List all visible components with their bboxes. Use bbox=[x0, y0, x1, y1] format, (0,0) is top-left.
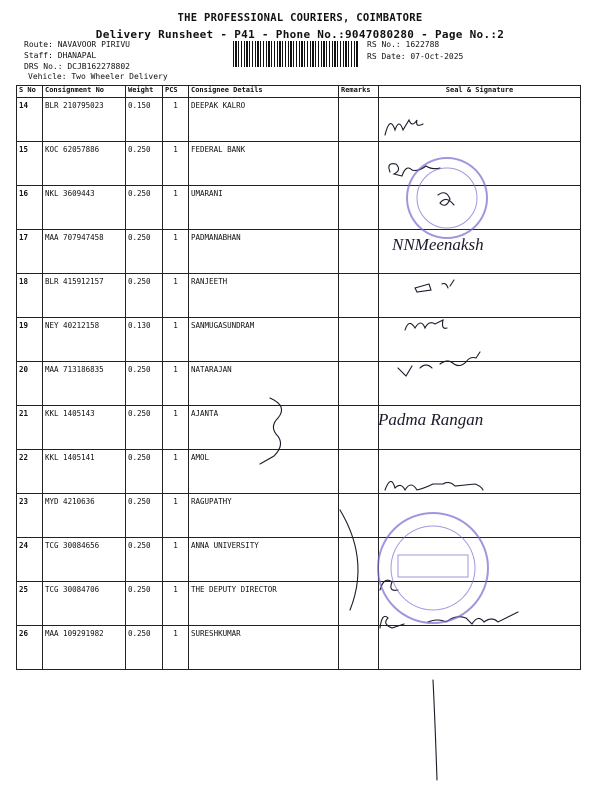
cell-pcs: 1 bbox=[163, 142, 189, 186]
cell-remarks bbox=[339, 538, 379, 582]
cell-sno: 25 bbox=[17, 582, 43, 626]
cell-consignee: FEDERAL BANK bbox=[189, 142, 339, 186]
table-row bbox=[17, 274, 581, 318]
cell-consignee: PADMANABHAN bbox=[189, 230, 339, 274]
cell-signature bbox=[379, 186, 581, 230]
cell-sno: 24 bbox=[17, 538, 43, 582]
runsheet-table bbox=[16, 85, 581, 670]
cell-consignment: NKL 3609443 bbox=[43, 186, 126, 230]
cell-pcs: 1 bbox=[163, 626, 189, 670]
cell-weight: 0.250 bbox=[126, 186, 163, 230]
cell-consignment: MYD 4210636 bbox=[43, 494, 126, 538]
cell-remarks bbox=[339, 142, 379, 186]
cell-weight: 0.250 bbox=[126, 582, 163, 626]
col-header-signature: Seal & Signature bbox=[379, 86, 581, 98]
cell-consignment: KKL 1405141 bbox=[43, 450, 126, 494]
cell-pcs: 1 bbox=[163, 98, 189, 142]
cell-weight: 0.250 bbox=[126, 142, 163, 186]
table-header-row bbox=[17, 86, 581, 98]
cell-sno: 14 bbox=[17, 98, 43, 142]
cell-pcs: 1 bbox=[163, 538, 189, 582]
col-header-weight: Weight bbox=[126, 86, 163, 98]
cell-pcs: 1 bbox=[163, 186, 189, 230]
col-header-sno: S No bbox=[17, 86, 43, 98]
cell-weight: 0.250 bbox=[126, 274, 163, 318]
cell-consignee: AJANTA bbox=[189, 406, 339, 450]
drs-label: DRS No.: DCJB162278802 bbox=[24, 62, 130, 71]
cell-remarks bbox=[339, 406, 379, 450]
cell-consignment: MAA 707947458 bbox=[43, 230, 126, 274]
route-label: Route: NAVAVOOR PIRIVU bbox=[24, 40, 130, 49]
page-tail-line bbox=[433, 680, 437, 780]
cell-consignee: RAGUPATHY bbox=[189, 494, 339, 538]
cell-pcs: 1 bbox=[163, 318, 189, 362]
table-row bbox=[17, 362, 581, 406]
cell-consignee: ANNA UNIVERSITY bbox=[189, 538, 339, 582]
cell-remarks bbox=[339, 274, 379, 318]
table-row bbox=[17, 494, 581, 538]
cell-sno: 18 bbox=[17, 274, 43, 318]
cell-consignee: UMARANI bbox=[189, 186, 339, 230]
cell-sno: 22 bbox=[17, 450, 43, 494]
cell-signature bbox=[379, 538, 581, 582]
cell-pcs: 1 bbox=[163, 230, 189, 274]
vehicle-label: Vehicle: Two Wheeler Delivery bbox=[28, 72, 168, 81]
cell-signature bbox=[379, 318, 581, 362]
cell-consignment: TCG 30084656 bbox=[43, 538, 126, 582]
cell-consignee: AMOL bbox=[189, 450, 339, 494]
cell-weight: 0.250 bbox=[126, 626, 163, 670]
cell-consignee: SANMUGASUNDRAM bbox=[189, 318, 339, 362]
table-row bbox=[17, 538, 581, 582]
cell-consignee: SURESHKUMAR bbox=[189, 626, 339, 670]
table-row bbox=[17, 406, 581, 450]
cell-pcs: 1 bbox=[163, 494, 189, 538]
table-row bbox=[17, 318, 581, 362]
cell-consignee: RANJEETH bbox=[189, 274, 339, 318]
cell-consignment: MAA 109291982 bbox=[43, 626, 126, 670]
cell-sno: 17 bbox=[17, 230, 43, 274]
cell-consignee: THE DEPUTY DIRECTOR bbox=[189, 582, 339, 626]
cell-signature bbox=[379, 230, 581, 274]
cell-signature bbox=[379, 274, 581, 318]
cell-weight: 0.250 bbox=[126, 450, 163, 494]
table-row bbox=[17, 626, 581, 670]
cell-pcs: 1 bbox=[163, 406, 189, 450]
cell-remarks bbox=[339, 494, 379, 538]
cell-weight: 0.250 bbox=[126, 362, 163, 406]
cell-sno: 26 bbox=[17, 626, 43, 670]
cell-signature bbox=[379, 142, 581, 186]
cell-consignee: NATARAJAN bbox=[189, 362, 339, 406]
table-row bbox=[17, 582, 581, 626]
col-header-consignee: Consignee Details bbox=[189, 86, 339, 98]
company-title: THE PROFESSIONAL COURIERS, COIMBATORE bbox=[177, 12, 423, 24]
cell-pcs: 1 bbox=[163, 274, 189, 318]
rs-number: RS No.: 1622788 bbox=[367, 40, 440, 49]
cell-signature bbox=[379, 450, 581, 494]
cell-consignment: BLR 210795023 bbox=[43, 98, 126, 142]
signature-row17: NNMeenaksh bbox=[392, 235, 484, 254]
runsheet-subtitle: Delivery Runsheet - P41 - Phone No.:9047080280 - Page No.:2 bbox=[95, 28, 505, 41]
cell-sno: 20 bbox=[17, 362, 43, 406]
cell-signature bbox=[379, 406, 581, 450]
cell-sno: 21 bbox=[17, 406, 43, 450]
cell-signature bbox=[379, 626, 581, 670]
cell-weight: 0.250 bbox=[126, 406, 163, 450]
table-row bbox=[17, 186, 581, 230]
table-row bbox=[17, 98, 581, 142]
cell-consignment: NEY 40212158 bbox=[43, 318, 126, 362]
signature-row21: Padma Rangan bbox=[378, 410, 484, 429]
cell-signature bbox=[379, 362, 581, 406]
cell-signature bbox=[379, 582, 581, 626]
table-row bbox=[17, 142, 581, 186]
cell-consignment: KOC 62057886 bbox=[43, 142, 126, 186]
cell-remarks bbox=[339, 582, 379, 626]
cell-sno: 23 bbox=[17, 494, 43, 538]
rs-date: RS Date: 07-Oct-2025 bbox=[367, 52, 464, 61]
staff-label: Staff: DHANAPAL bbox=[24, 51, 97, 60]
cell-remarks bbox=[339, 230, 379, 274]
cell-remarks bbox=[339, 362, 379, 406]
cell-remarks bbox=[339, 186, 379, 230]
cell-weight: 0.130 bbox=[126, 318, 163, 362]
table-row bbox=[17, 450, 581, 494]
cell-sno: 19 bbox=[17, 318, 43, 362]
cell-signature bbox=[379, 98, 581, 142]
cell-weight: 0.250 bbox=[126, 230, 163, 274]
table-row bbox=[17, 230, 581, 274]
cell-consignment: MAA 713186835 bbox=[43, 362, 126, 406]
cell-weight: 0.150 bbox=[126, 98, 163, 142]
cell-weight: 0.250 bbox=[126, 494, 163, 538]
cell-weight: 0.250 bbox=[126, 538, 163, 582]
cell-consignee: DEEPAK KALRO bbox=[189, 98, 339, 142]
cell-remarks bbox=[339, 318, 379, 362]
cell-remarks bbox=[339, 626, 379, 670]
cell-remarks bbox=[339, 450, 379, 494]
cell-signature bbox=[379, 494, 581, 538]
cell-pcs: 1 bbox=[163, 362, 189, 406]
barcode bbox=[233, 41, 359, 67]
col-header-pcs: PCS bbox=[163, 86, 189, 98]
cell-pcs: 1 bbox=[163, 582, 189, 626]
col-header-consignment: Consignment No bbox=[43, 86, 126, 98]
cell-consignment: BLR 415912157 bbox=[43, 274, 126, 318]
cell-pcs: 1 bbox=[163, 450, 189, 494]
cell-sno: 16 bbox=[17, 186, 43, 230]
cell-remarks bbox=[339, 98, 379, 142]
cell-consignment: TCG 30084706 bbox=[43, 582, 126, 626]
cell-consignment: KKL 1405143 bbox=[43, 406, 126, 450]
cell-sno: 15 bbox=[17, 142, 43, 186]
col-header-remarks: Remarks bbox=[339, 86, 379, 98]
